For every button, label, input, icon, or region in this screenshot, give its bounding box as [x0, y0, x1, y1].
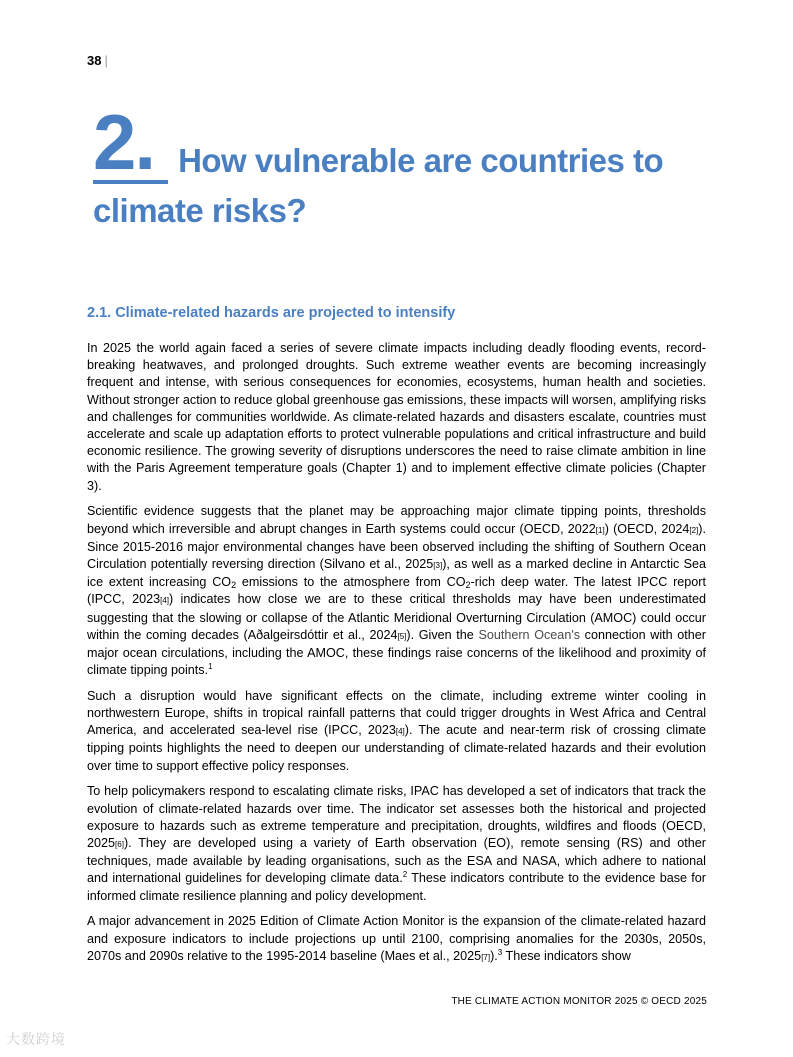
- p2-text: connection with other major ocean circulations, including the AMOC, these findings raise concerns of the likelihood and proximity of climate tipping points.: [87, 627, 706, 678]
- chapter-title-line2: climate risks?: [93, 192, 307, 229]
- page-number-value: 38: [87, 53, 102, 68]
- p5-text: A major advancement in 2025 Edition of Climate Action Monitor is the expansion of the climate-related hazard and exposure indicators to include projections up until 2100, comprising anomalies for the 2030s, 2050s, 2070s and 2090s relative to the 1995-2014 baseline (Maes et al., 2025: [87, 914, 706, 963]
- page-number-separator: |: [104, 53, 108, 68]
- citation-ref[interactable]: [6]: [115, 839, 124, 849]
- citation-ref[interactable]: [4]: [395, 727, 405, 737]
- p5-text: These indicators show: [502, 948, 631, 963]
- p2-text: ). Given the: [406, 627, 479, 642]
- paragraph-4: [87, 783, 706, 904]
- watermark: 大数跨境: [6, 1031, 66, 1047]
- p3-text: Such a disruption would have significant effects on the climate, including extreme winter cooling in northwestern Europe, shifts in tropical rainfall patterns that could trigger droughts in West Africa and Central America, and accelerated sea-level rise (IPCC, 2023: [87, 688, 706, 738]
- p2-text: Scientific evidence suggests that the planet may be approaching major climate tipping points, thresholds beyond which irreversible and abrupt changes in Earth systems could occur (OECD, 2022: [87, 504, 706, 536]
- p4-text: ). They are developed using a variety of Earth observation (EO), remote sensing (RS) and other techniques, made available by leading organisations, such as the ESA and NASA, which adhere to national and international guidelines for developing climate data.: [87, 835, 706, 886]
- chapter-title-line1: How vulnerable are countries to: [178, 142, 664, 179]
- paragraph-1: In 2025 the world again faced a series of severe climate impacts including deadly flooding events, record-breaking heatwaves, and prolonged droughts. Such extreme weather events are becoming increasingly frequent and intense, with serious consequences for economies, ecosystems, human health and societies. Without stronger action to reduce global greenhouse gas emissions, these impacts will worsen, amplifying risks and challenges for communities worldwide. As climate-related hazards and disasters escalate, countries must accelerate and scale up adaptation efforts to protect vulnerable populations and critical infrastructure and build economic resilience. The growing severity of disruptions underscores the need to raise climate ambition in line with the Paris Agreement temperature goals (Chapter 1) and to implement effective climate policies (Chapter 3).: [87, 341, 706, 493]
- subscript: 2: [231, 580, 237, 591]
- p5-text: ).: [490, 948, 498, 963]
- chapter-number: 2.: [93, 104, 168, 184]
- citation-ref[interactable]: [5]: [397, 631, 407, 641]
- p2-text: ). Since 2015-2016 major environmental changes have been observed including the shifting of Southern Ocean Circulation potentially reversing direction (Silvano et al., 2025: [87, 521, 706, 571]
- subscript: 2: [465, 580, 471, 591]
- footnote-marker[interactable]: 3: [497, 947, 503, 957]
- citation-ref[interactable]: [3]: [433, 560, 443, 570]
- page-number: [87, 53, 108, 69]
- citation-ref[interactable]: [7]: [481, 952, 491, 962]
- p2-text: ) (OECD, 2024: [604, 521, 690, 536]
- paragraph-5: [87, 913, 706, 966]
- p2-text: -rich deep water. The latest IPCC report (IPCC, 2023: [87, 575, 706, 607]
- paragraph-2: [87, 503, 706, 679]
- footnote-marker[interactable]: 2: [402, 870, 408, 880]
- citation-ref[interactable]: [2]: [689, 525, 699, 535]
- chapter-heading: [93, 98, 733, 234]
- p2-text: ) indicates how close we are to these critical thresholds may have been underestimated suggesting that the slowing or collapse of the Atlantic Meridional Overturning Circulation (AMOC) could occur within the coming decades (Aðalgeirsdóttir et al., 2024: [87, 592, 706, 642]
- p4-text: To help policymakers respond to escalating climate risks, IPAC has developed a set of indicators that track the evolution of climate-related hazards over time. The indicator set assesses both the historical and projected exposure to hazards such as extreme temperature and precipitation, droughts, wildfires and floods (OECD, 2025: [87, 784, 706, 850]
- body-text: [87, 340, 706, 974]
- citation-ref[interactable]: [1]: [595, 525, 605, 535]
- section-heading: 2.1. Climate-related hazards are projected to intensify: [87, 305, 456, 321]
- p3-text: ). The acute and near-term risk of crossing climate tipping points highlights the need to deepen our understanding of climate-related hazards and their evolution over time to support effective policy responses.: [87, 723, 706, 773]
- p4-text: These indicators contribute to the evidence base for informed climate resilience planning and policy development.: [87, 871, 707, 903]
- footnote-marker[interactable]: 1: [208, 661, 213, 671]
- p2-text: ), as well as a marked decline in Antarctic Sea ice extent increasing CO: [87, 556, 706, 590]
- p2-text: emissions to the atmosphere from CO: [236, 575, 466, 590]
- paragraph-3: [87, 688, 706, 775]
- page-footer: THE CLIMATE ACTION MONITOR 2025 © OECD 2025: [451, 996, 707, 1007]
- p2-text: Southern Ocean's: [478, 627, 581, 642]
- citation-ref[interactable]: [4]: [160, 596, 170, 606]
